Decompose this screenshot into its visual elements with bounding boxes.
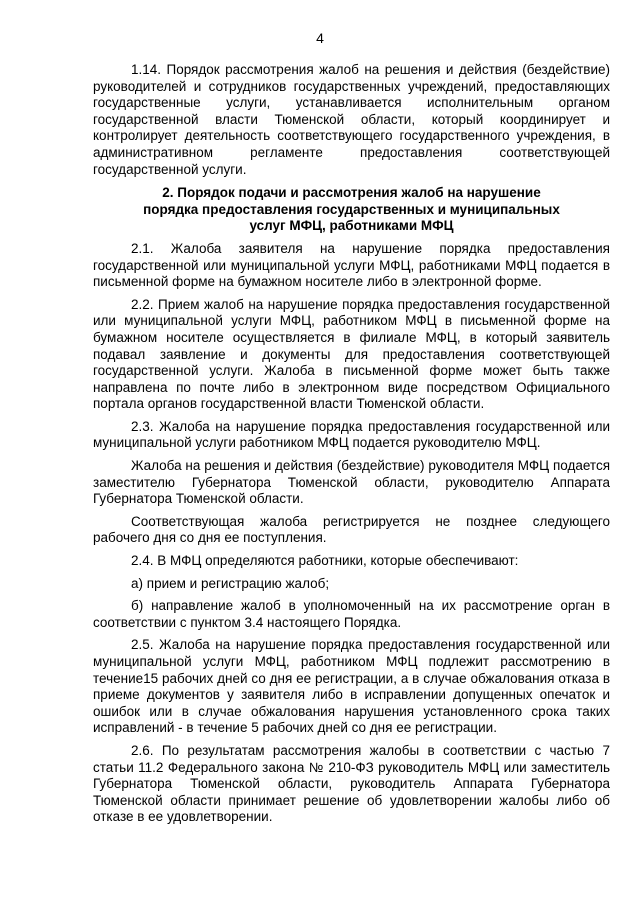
paragraph-2-3-registration: Соответствующая жалоба регистрируется не позднее следующего рабочего дня со дня ее поступления. — [93, 513, 610, 546]
section-2-heading-line: 2. Порядок подачи и рассмотрения жалоб на нарушение — [162, 185, 541, 201]
section-2-heading-line: услуг МФЦ, работниками МФЦ — [249, 218, 454, 234]
page-number: 4 — [316, 30, 324, 46]
paragraph-2-3-head-complaint: Жалоба на решения и действия (бездействие) руководителя МФЦ подается заместителю Губернатора Тюменской области, руководителю Аппарата Губернатора Тюменской области. — [93, 458, 610, 507]
paragraph-2-3: 2.3. Жалоба на нарушение порядка предоставления государственной или муниципальной услуги работником МФЦ подается руководителю МФЦ. — [93, 418, 610, 451]
document-body — [93, 62, 610, 826]
paragraph-2-5: 2.5. Жалоба на нарушение порядка предоставления государственной или муниципальной услуги МФЦ, работником МФЦ подлежит рассмотрению в течение15 рабочих дней со дня ее регистрации, а в случае обжалования отказа в приеме документов у заявителя либо в исправлении допущенных опечаток и ошибок или в случае обжалования нарушения установленного срока таких исправлений - в течение 5 рабочих дней со дня ее регистрации. — [93, 637, 610, 736]
paragraph-2-4-b: б) направление жалоб в уполномоченный на их рассмотрение орган в соответствии с пунктом 3.4 настоящего Порядка. — [93, 598, 610, 630]
section-2-heading-line: порядка предоставления государственных и муниципальных — [143, 201, 560, 217]
paragraph-2-4: 2.4. В МФЦ определяются работники, которые обеспечивают: — [131, 553, 519, 569]
paragraph-1-14: 1.14. Порядок рассмотрения жалоб на решения и действия (бездействие) руководителей и сотрудников государственных учреждений, предоставляющих государственные услуги, устанавливается исполнительным органом государственной власти Тюменской области, который координирует и контролирует деятельность соответствующего государственного учреждения, в административном регламенте предоставления соответствующей государственной услуги. — [93, 62, 610, 177]
paragraph-2-2: 2.2. Прием жалоб на нарушение порядка предоставления государственной или муниципальной услуги МФЦ, работником МФЦ в письменной форме на бумажном носителе осуществляется в филиале МФЦ, в который заявитель подавал заявление и документы для предоставления соответствующей государственной услуги. Жалоба в письменной форме может быть также направлена по почте либо в электронном виде посредством Официального портала органов государственной власти Тюменской области. — [93, 296, 610, 412]
paragraph-2-1: 2.1. Жалоба заявителя на нарушение порядка предоставления государственной или муниципальной услуги МФЦ, работниками МФЦ подается в письменной форме на бумажном носителе либо в электронной форме. — [93, 240, 610, 290]
section-2-heading — [93, 185, 610, 235]
paragraph-2-4-a: а) прием и регистрацию жалоб; — [131, 575, 330, 591]
paragraph-2-6: 2.6. По результатам рассмотрения жалобы в соответствии с частью 7 статьи 11.2 Федерального закона № 210-ФЗ руководитель МФЦ или заместитель Губернатора Тюменской области, руководитель Аппарата Губернатора Тюменской области принимает решение об удовлетворении жалобы либо об отказе в ее удовлетворении. — [93, 742, 610, 825]
